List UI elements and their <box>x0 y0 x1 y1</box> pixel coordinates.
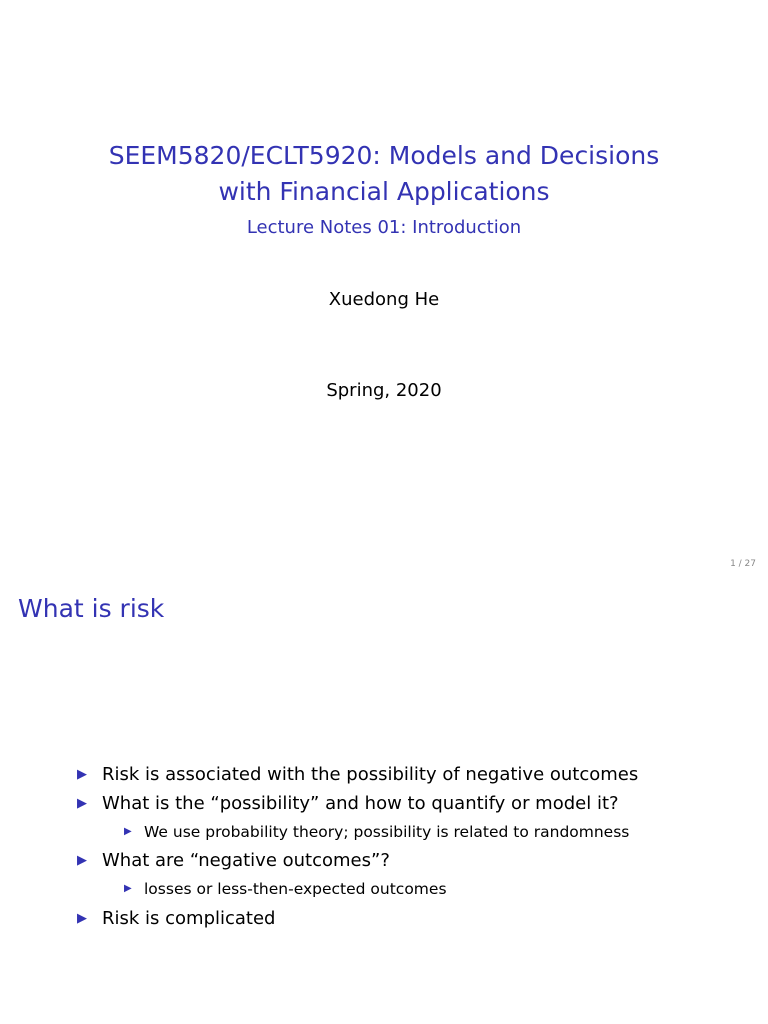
sub-bullet-item <box>0 878 768 900</box>
triangle-bullet-icon: ▶ <box>77 767 87 782</box>
bullet-list <box>0 576 768 1024</box>
author-name: Xuedong He <box>328 289 440 310</box>
bullet-text: What is the “possibility” and how to quantify or model it? <box>102 793 619 814</box>
triangle-bullet-icon: ▶ <box>124 826 132 837</box>
bullet-item <box>0 762 768 788</box>
presentation-date: Spring, 2020 <box>326 380 442 401</box>
triangle-bullet-icon: ▶ <box>124 883 132 894</box>
triangle-bullet-icon: ▶ <box>77 796 87 811</box>
sub-bullet-item <box>0 821 768 843</box>
sub-bullet-text: losses or less-then-expected outcomes <box>144 880 447 898</box>
content-slide <box>0 576 768 1024</box>
bullet-item <box>0 848 768 874</box>
slide-title-line-2: with Financial Applications <box>218 177 550 206</box>
page-number: 1 / 27 <box>730 559 756 569</box>
bullet-item <box>0 906 768 932</box>
bullet-text: Risk is associated with the possibility of negative outcomes <box>102 764 639 785</box>
slide-title-line-1: SEEM5820/ECLT5920: Models and Decisions <box>108 141 660 170</box>
bullet-item <box>0 791 768 817</box>
bullet-text: What are “negative outcomes”? <box>102 850 390 871</box>
frame-title: What is risk <box>18 594 165 623</box>
slide-subtitle: Lecture Notes 01: Introduction <box>246 217 522 238</box>
bullet-text: Risk is complicated <box>102 908 276 929</box>
triangle-bullet-icon: ▶ <box>77 853 87 868</box>
sub-bullet-text: We use probability theory; possibility is related to randomness <box>144 823 630 841</box>
triangle-bullet-icon: ▶ <box>77 911 87 926</box>
